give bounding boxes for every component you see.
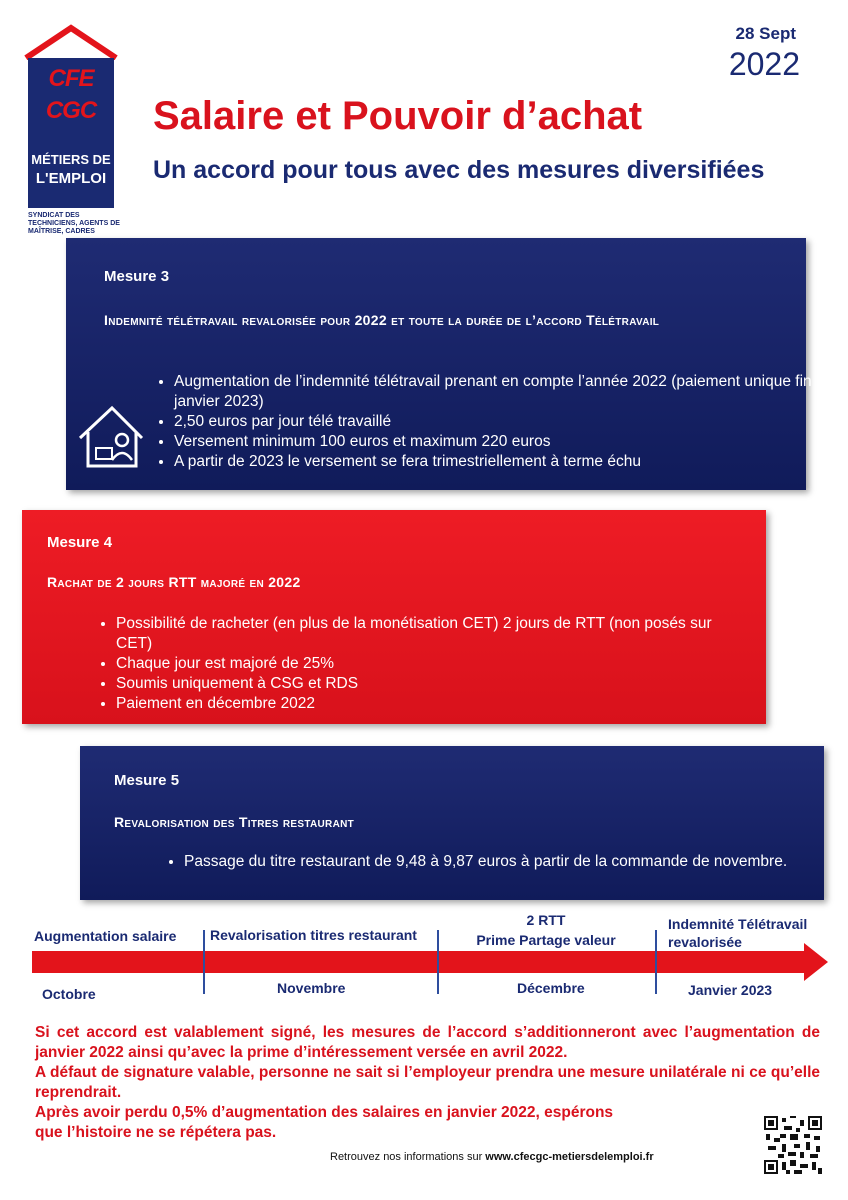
timeline-event: 2 RTT Prime Partage valeur xyxy=(476,912,616,948)
qr-code-icon[interactable] xyxy=(764,1116,822,1174)
list-item: • Versement minimum 100 euros et maximum 220 euros xyxy=(174,432,820,452)
measure-4-box xyxy=(22,510,766,724)
footer-notice xyxy=(35,1023,820,1143)
measure-heading: Revalorisation des Titres restaurant xyxy=(114,814,355,830)
logo-tagline: SYNDICAT DES TECHNICIENS, AGENTS DE MAÎTRISE, CADRES xyxy=(28,212,120,235)
measure-bullets xyxy=(96,614,736,714)
timeline-event: Indemnité Télétravail revalorisée xyxy=(668,916,808,950)
list-item: • Passage du titre restaurant de 9,48 à 9,87 euros à partir de la commande de novembre. xyxy=(184,852,804,872)
list-item: • 2,50 euros par jour télé travaillé xyxy=(174,412,820,432)
measure-label: Mesure 5 xyxy=(114,772,180,789)
footer-paragraph: Si cet accord est valablement signé, les mesures de l’accord s’additionneront avec l’augmentation de janvier 2022 ainsi qu’avec la prime d’intéressement versée en avril 2022. xyxy=(35,1024,820,1061)
measure-label: Mesure 3 xyxy=(104,268,170,285)
list-item: • Soumis uniquement à CSG et RDS xyxy=(116,674,736,694)
roof-icon xyxy=(24,24,118,60)
logo xyxy=(24,24,120,235)
list-item: • Augmentation de l’indemnité télétravail prenant en compte l’année 2022 (paiement unique fin janvier 2023) xyxy=(174,372,820,412)
timeline-month: Janvier 2023 xyxy=(688,982,773,998)
timeline-marker xyxy=(437,930,439,994)
measure-3-box xyxy=(66,238,812,490)
footer-paragraph: A défaut de signature valable, personne ne sait si l’employeur prendra une mesure unilatérale ni ce qu’elle reprendrait. xyxy=(35,1064,820,1101)
logo-brand: CFE CGC xyxy=(45,65,97,124)
home-office-icon xyxy=(76,402,146,472)
measure-heading: Indemnité télétravail revalorisée pour 2022 et toute la durée de l’accord Télétravail xyxy=(104,312,660,328)
timeline-event: Augmentation salaire xyxy=(34,928,177,944)
page-title: Salaire et Pouvoir d’achat xyxy=(153,94,643,138)
website-link[interactable]: www.cfecgc-metiersdelemploi.fr xyxy=(485,1151,654,1163)
website-prefix: Retrouvez nos informations sur xyxy=(330,1151,483,1163)
timeline-month: Décembre xyxy=(517,980,585,996)
footer-paragraph: Après avoir perdu 0,5% d’augmentation des salaires en janvier 2022, espérons que l’histoire ne se répétera pas. xyxy=(35,1104,614,1141)
logo-name-line1: MÉTIERS DE xyxy=(31,152,111,167)
measure-bullets xyxy=(164,852,804,872)
date-year: 2022 xyxy=(728,46,800,82)
timeline-month: Octobre xyxy=(42,986,96,1002)
list-item: • Chaque jour est majoré de 25% xyxy=(116,654,736,674)
measure-bullets xyxy=(154,372,820,472)
logo-badge xyxy=(28,58,114,208)
list-item: • Paiement en décembre 2022 xyxy=(116,694,736,714)
website-line xyxy=(330,1151,654,1163)
page-subtitle: Un accord pour tous avec des mesures diversifiées xyxy=(153,156,765,184)
timeline-month: Novembre xyxy=(277,980,346,996)
timeline-marker xyxy=(655,930,657,994)
measure-heading: Rachat de 2 jours RTT majoré en 2022 xyxy=(47,574,301,590)
measure-label: Mesure 4 xyxy=(47,534,113,551)
measure-5-box xyxy=(80,746,824,900)
timeline-arrow xyxy=(32,943,828,981)
timeline-event: Revalorisation titres restaurant xyxy=(210,927,417,943)
list-item: • A partir de 2023 le versement se fera trimestriellement à terme échu xyxy=(174,452,820,472)
date-day: 28 Sept xyxy=(735,24,796,43)
list-item: • Possibilité de racheter (en plus de la monétisation CET) 2 jours de RTT (non posés sur CET) xyxy=(116,614,736,654)
timeline-marker xyxy=(203,930,205,994)
logo-name-line2: L'EMPLOI xyxy=(35,170,107,187)
